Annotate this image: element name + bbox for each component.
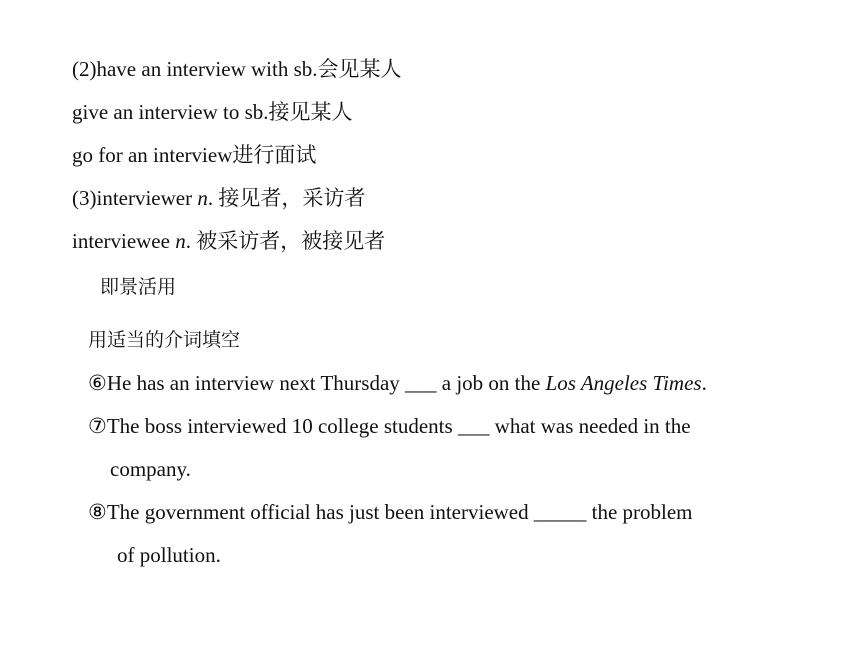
question-6-text: ⑥He has an interview next Thursday ___ a job on the	[88, 371, 546, 395]
newspaper-name: Los Angeles Times	[545, 371, 702, 395]
note-interviewee-word: interviewee	[72, 229, 176, 253]
question-8-continuation: of pollution.	[117, 543, 221, 567]
section-title: 即景活用	[100, 276, 177, 298]
part-of-speech: n	[197, 186, 208, 210]
note-interviewee-meaning: . 被采访者，被接见者	[185, 229, 386, 253]
question-6	[88, 369, 707, 397]
note-interviewer-word: (3)interviewer	[72, 186, 198, 210]
note-interviewer-meaning: . 接见者，采访者	[207, 186, 366, 210]
part-of-speech: n	[175, 229, 186, 253]
exercise-instruction: 用适当的介词填空	[88, 329, 241, 351]
note-interview-with: (2)have an interview with sb.会见某人	[72, 57, 402, 81]
note-interviewer	[72, 184, 365, 212]
question-6-end: .	[701, 371, 707, 395]
note-interviewee	[72, 227, 385, 255]
question-8: ⑧The government official has just been interviewed _____ the problem	[88, 500, 693, 524]
question-7: ⑦The boss interviewed 10 college students ___ what was needed in the	[88, 414, 691, 438]
note-interview-to: give an interview to sb.接见某人	[72, 100, 353, 124]
note-go-for-interview: go for an interview进行面试	[72, 143, 317, 167]
question-7-continuation: company.	[110, 457, 191, 481]
